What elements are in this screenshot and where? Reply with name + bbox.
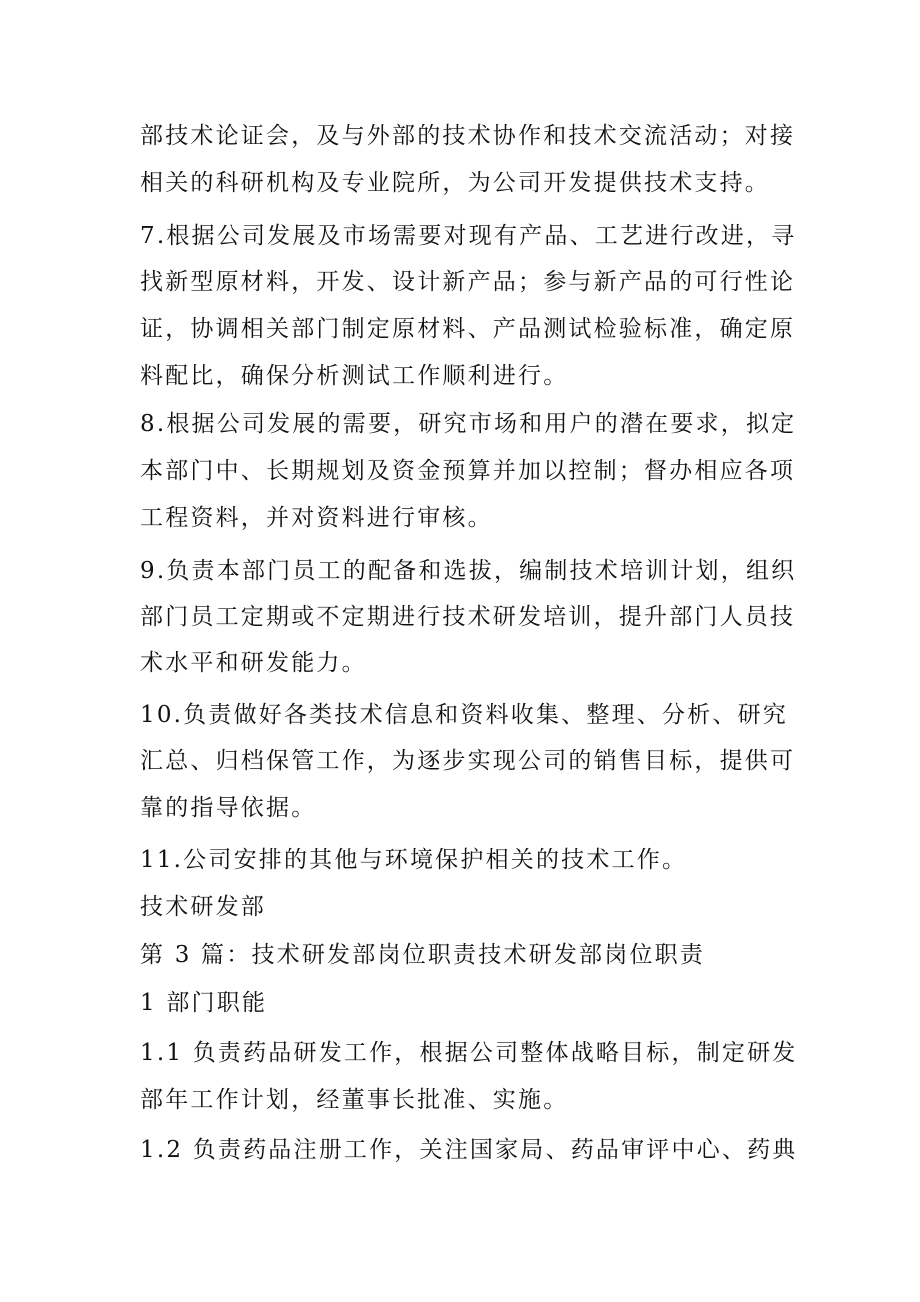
- text-line: 10.负责做好各类技术信息和资料收集、整理、分析、研究: [140, 702, 788, 728]
- text-line: 8.根据公司发展的需要，研究市场和用户的潜在要求，拟定: [140, 411, 797, 437]
- text-line: 部技术论证会，及与外部的技术协作和技术交流活动；对接: [140, 123, 796, 149]
- text-line: 1 部门职能: [140, 990, 268, 1016]
- text-line: 部年工作计划，经董事长批准、实施。: [140, 1087, 569, 1113]
- text-line: 相关的科研机构及专业院所，为公司开发提供技术支持。: [140, 170, 770, 196]
- text-line: 1.1 负责药品研发工作，根据公司整体战略目标，制定研发: [140, 1040, 798, 1066]
- text-line: 术水平和研发能力。: [140, 650, 367, 676]
- text-line: 料配比，确保分析测试工作顺利进行。: [140, 363, 569, 389]
- text-line: 7.根据公司发展及市场需要对现有产品、工艺进行改进，寻: [140, 223, 797, 249]
- text-line: 靠的指导依据。: [140, 795, 317, 821]
- text-line: 本部门中、长期规划及资金预算并加以控制；督办相应各项: [140, 458, 796, 484]
- text-line: 证，协调相关部门制定原材料、产品测试检验标准，确定原: [140, 316, 796, 342]
- text-line: 9.负责本部门员工的配备和选拔，编制技术培训计划，组织: [140, 558, 797, 584]
- text-line: 工程资料，并对资料进行审核。: [140, 505, 493, 531]
- text-line: 部门员工定期或不定期进行技术研发培训，提升部门人员技: [140, 604, 796, 630]
- text-line: 第 3 篇：技术研发部岗位职责技术研发部岗位职责: [140, 942, 706, 968]
- text-line: 11.公司安排的其他与环境保护相关的技术工作。: [140, 847, 688, 873]
- text-line: 技术研发部: [140, 894, 266, 920]
- text-line: 1.2 负责药品注册工作，关注国家局、药品审评中心、药典: [140, 1137, 798, 1163]
- text-line: 汇总、归档保管工作，为逐步实现公司的销售目标，提供可: [140, 748, 796, 774]
- text-line: 找新型原材料，开发、设计新产品；参与新产品的可行性论: [140, 269, 796, 295]
